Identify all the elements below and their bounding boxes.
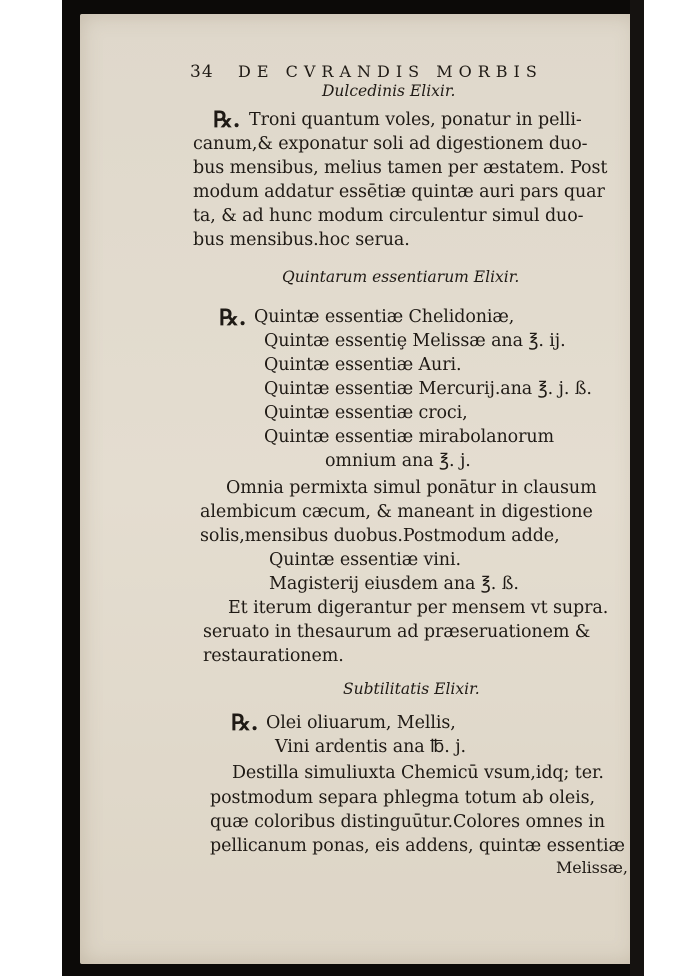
text-line: Olei oliuarum, Mellis, [266, 713, 456, 733]
text-line: Et iterum digerantur per mensem vt supra. [228, 598, 609, 618]
section-title: Quintarum essentiarum Elixir. [282, 268, 520, 286]
recipe-symbol: ℞. [231, 710, 259, 736]
recipe-symbol: ℞. [213, 107, 241, 133]
text-line: Omnia permixta simul ponātur in clausum [226, 478, 597, 498]
text-line: modum addatur essētiæ quintæ auri pars quar [193, 182, 605, 202]
text-line: ta, & ad hunc modum circulentur simul duo- [193, 206, 584, 226]
text-line: alembicum cæcum, & maneant in digestione [200, 502, 593, 522]
text-line: Vini ardentis ana ℔. j. [275, 737, 466, 757]
text-line: Quintæ essentiæ Chelidoniæ, [254, 307, 515, 327]
text-line: Quintæ essentiæ Mercurij.ana ℥. j. ß. [264, 379, 592, 399]
text-line: seruato in thesaurum ad præseruationem & [203, 622, 591, 642]
text-line: bus mensibus.hoc serua. [193, 230, 410, 250]
running-title: DE CVRANDIS MORBIS [238, 62, 543, 81]
text-line: Quintæ essentiæ Auri. [264, 355, 462, 375]
text-line: solis,mensibus duobus.Postmodum adde, [200, 526, 560, 546]
text-line: canum,& exponatur soli ad digestionem duo- [193, 134, 588, 154]
text-line: postmodum separa phlegma totum ab oleis, [210, 788, 595, 808]
text-line: Troni quantum voles, ponatur in pelli- [249, 110, 582, 130]
text-line: quæ coloribus distinguūtur.Colores omnes in [210, 812, 605, 832]
catchword: Dulcedinis Elixir. [322, 82, 456, 100]
text-line: omnium ana ℥. j. [325, 451, 471, 471]
text-line: Quintæ essentiæ mirabolanorum [264, 427, 555, 447]
text-line: Quintæ essentiæ vini. [269, 550, 461, 570]
text-line: bus mensibus, melius tamen per æstatem. Post [193, 158, 608, 178]
recipe-symbol: ℞. [219, 305, 247, 331]
section-title: Subtilitatis Elixir. [343, 680, 480, 698]
text-line: Destilla simuliuxta Chemicū vsum,idq; ter. [232, 763, 604, 783]
scan-edge [630, 0, 644, 976]
text-line: restaurationem. [203, 646, 344, 666]
text-line: Quintæ essentiæ croci, [264, 403, 468, 423]
text-line: pellicanum ponas, eis addens, quintæ essentiæ [210, 836, 625, 856]
text-line: Magisterij eiusdem ana ℥. ß. [269, 574, 519, 594]
text-line: Melissæ, [556, 858, 628, 877]
page-number: 34 [190, 62, 214, 82]
text-line: Quintæ essentiȩ Melissæ ana ℥. ij. [264, 331, 566, 351]
